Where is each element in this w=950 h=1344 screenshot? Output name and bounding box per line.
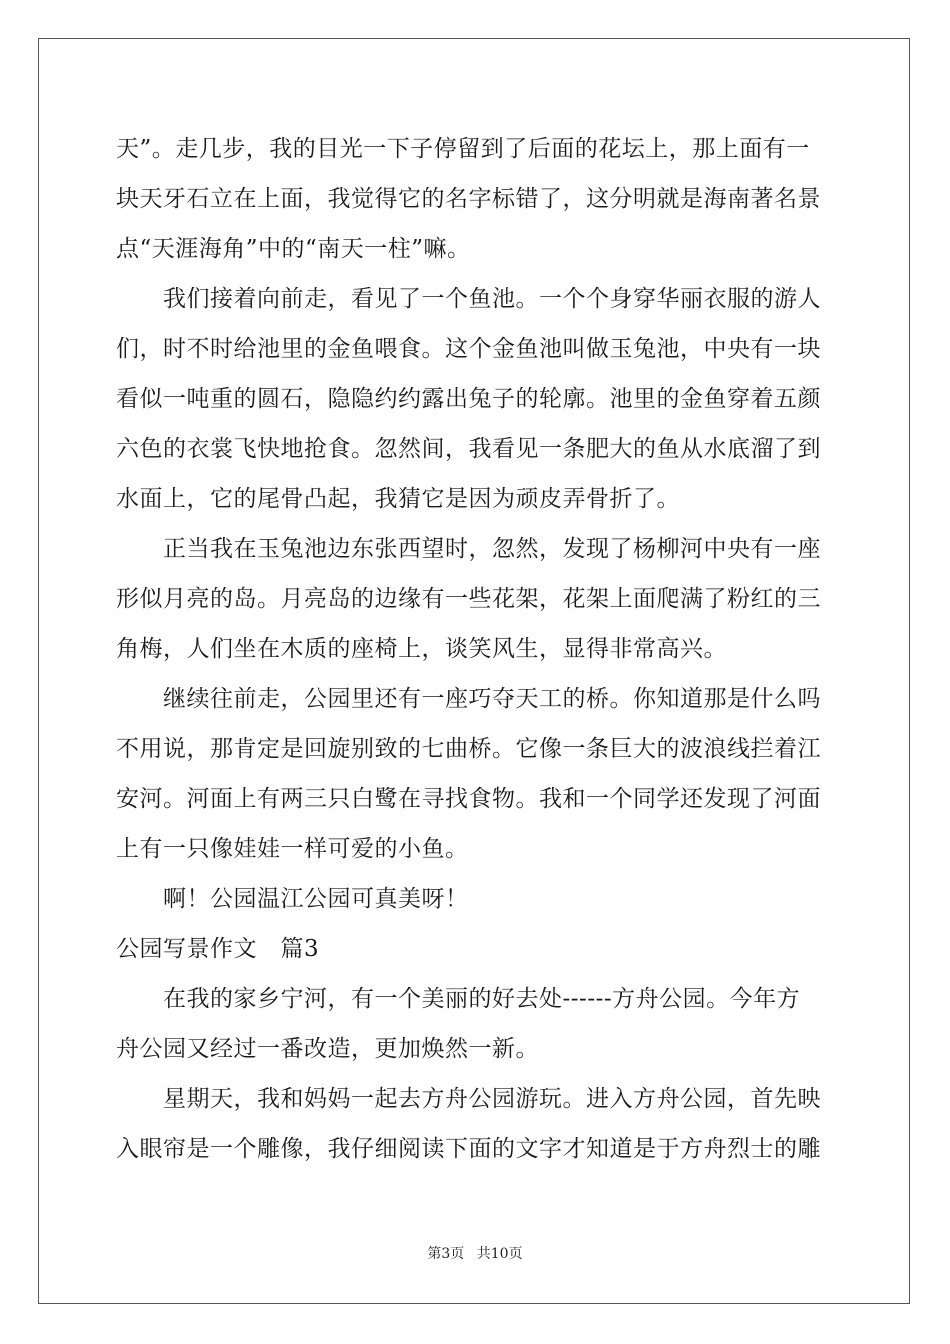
text-line: 啊！公园温江公园可真美呀！ [116, 886, 469, 912]
text-line: 不用说，那肯定是回旋别致的七曲桥。它像一条巨大的波浪线拦着江 [116, 736, 821, 762]
text-line: 六色的衣裳飞快地抢食。忽然间，我看见一条肥大的鱼从水底溜了到 [116, 436, 821, 462]
page-total: 共10页 [476, 1246, 523, 1262]
text-line: 在我的家乡宁河，有一个美丽的好去处------方舟公园。今年方 [116, 986, 801, 1012]
section-heading: 公园写景作文 篇3 [116, 936, 320, 962]
text-line: 块天牙石立在上面，我觉得它的名字标错了，这分明就是海南著名景 [116, 186, 821, 212]
text-line: 正当我在玉兔池边东张西望时，忽然，发现了杨柳河中央有一座 [116, 536, 821, 562]
text-line: 安河。河面上有两三只白鹭在寻找食物。我和一个同学还发现了河面 [116, 786, 821, 812]
text-line: 角梅，人们坐在木质的座椅上，谈笑风生，显得非常高兴。 [116, 636, 727, 662]
document-body [116, 124, 832, 1174]
text-line: 入眼帘是一个雕像，我仔细阅读下面的文字才知道是于方舟烈士的雕 [116, 1136, 821, 1162]
page-number: 第3页 [427, 1246, 465, 1262]
text-line: 星期天，我和妈妈一起去方舟公园游玩。进入方舟公园，首先映 [116, 1086, 821, 1112]
text-line: 上有一只像娃娃一样可爱的小鱼。 [116, 836, 469, 862]
text-line: 们，时不时给池里的金鱼喂食。这个金鱼池叫做玉兔池，中央有一块 [116, 336, 821, 362]
text-line: 看似一吨重的圆石，隐隐约约露出兔子的轮廓。池里的金鱼穿着五颜 [116, 386, 821, 412]
text-line: 天”。走几步，我的目光一下子停留到了后面的花坛上，那上面有一 [116, 136, 810, 162]
text-line: 点“天涯海角”中的“南天一柱”嘛。 [116, 236, 471, 262]
text-line: 水面上，它的尾骨凸起，我猜它是因为顽皮弄骨折了。 [116, 486, 680, 512]
page-footer [0, 1243, 950, 1263]
text-line: 继续往前走，公园里还有一座巧夺天工的桥。你知道那是什么吗 [116, 686, 821, 712]
text-line: 我们接着向前走，看见了一个鱼池。一个个身穿华丽衣服的游人 [116, 286, 821, 312]
text-line: 舟公园又经过一番改造，更加焕然一新。 [116, 1036, 539, 1062]
text-line: 形似月亮的岛。月亮岛的边缘有一些花架，花架上面爬满了粉红的三 [116, 586, 821, 612]
